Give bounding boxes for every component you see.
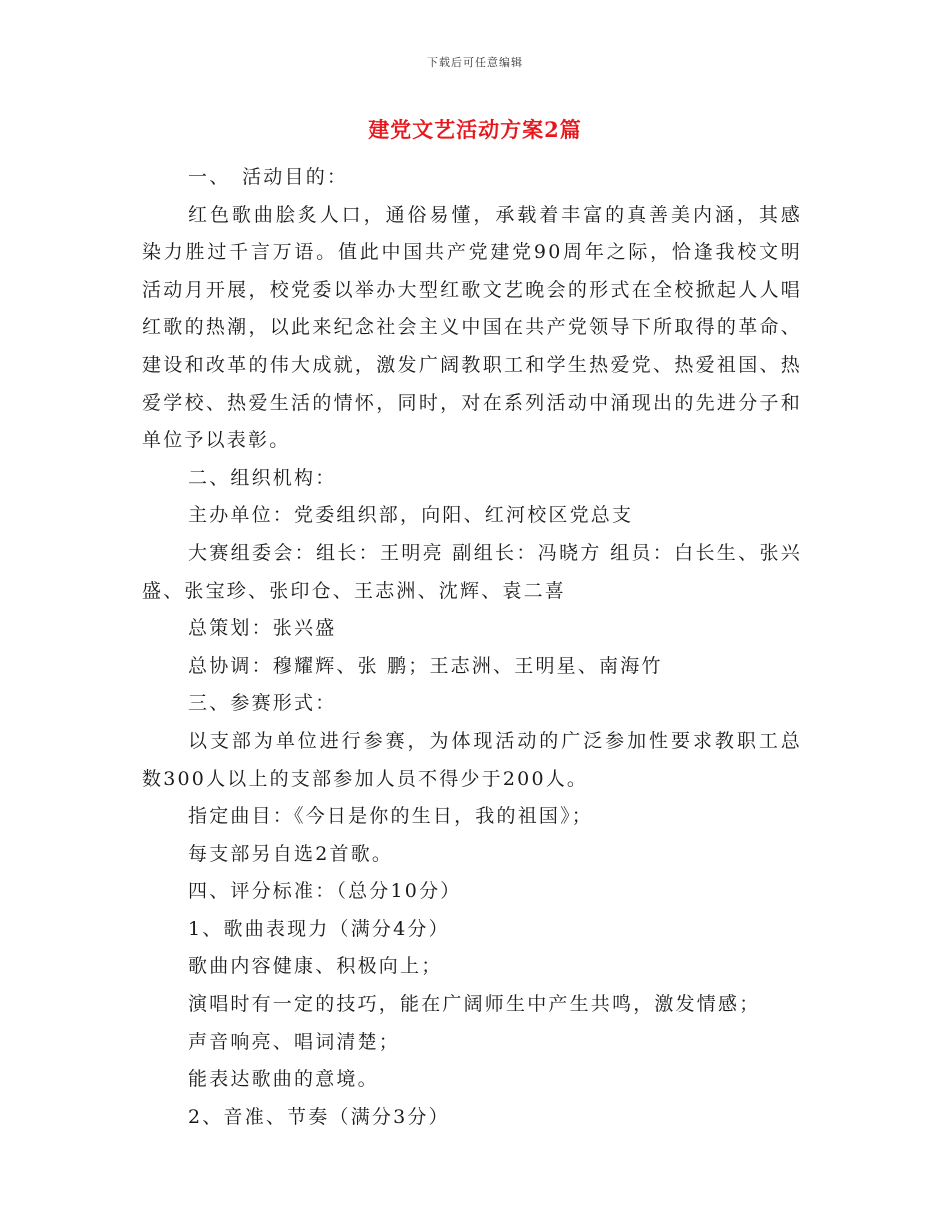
scoring-item-expressiveness: 1、歌曲表现力（满分4分） [188, 917, 450, 940]
section-heading-purpose: 一、 活动目的： [188, 166, 349, 188]
header-note: 下载后可任意编辑 [427, 56, 523, 69]
scoring-criterion: 演唱时有一定的技巧，能在广阔师生中产生共鸣，激发情感； [188, 993, 761, 1016]
section-heading-scoring: 四、评分标准：（总分10分） [188, 880, 462, 903]
paragraph-participation: 以支部为单位进行参赛，为体现活动的广泛参加性要求教职工总数300人以上的支部参加人员不得少于200人。 [142, 729, 802, 790]
scoring-criterion: 歌曲内容健康、积极向上； [188, 955, 443, 978]
paragraph-purpose: 红色歌曲脍炙人口，通俗易懂，承载着丰富的真善美内涵，其感染力胜过千言万语。值此中国共产党建党90周年之际，恰逢我校文明活动月开展，校党委以举办大型红歌文艺晚会的形式在全校掀起人人唱红歌的热潮，以此来纪念社会主义中国在共产党领导下所取得的革命、建设和改革的伟大成就，激发广阔教职工和学生热爱党、热爱祖国、热爱学校、热爱生活的情怀，同时，对在系列活动中涌现出的先进分子和单位予以表彰。 [142, 203, 802, 452]
document-body [142, 159, 802, 1136]
paragraph-host: 主办单位：党委组织部，向阳、红河校区党总支 [188, 504, 634, 527]
scoring-item-pitch-rhythm: 2、音准、节奏（满分3分） [188, 1105, 450, 1128]
document-title: 建党文艺活动方案2篇 [368, 117, 582, 142]
paragraph-optional-songs: 每支部另自选2首歌。 [188, 842, 394, 865]
paragraph-committee: 大赛组委会：组长：王明亮 副组长：冯晓方 组员：白长生、张兴盛、张宝珍、张印仓、王志洲、沈辉、袁二喜 [142, 541, 802, 602]
paragraph-planner: 总策划：张兴盛 [188, 617, 337, 640]
scoring-criterion: 能表达歌曲的意境。 [188, 1068, 379, 1091]
scoring-criterion: 声音响亮、唱词清楚； [188, 1030, 401, 1053]
paragraph-required-song: 指定曲目：《今日是你的生日，我的祖国》； [188, 805, 594, 828]
paragraph-coordinators: 总协调：穆耀辉、张 鹏；王志洲、王明星、南海竹 [188, 654, 663, 677]
section-heading-format: 三、参赛形式： [188, 692, 337, 715]
section-heading-organization: 二、组织机构： [188, 466, 337, 489]
